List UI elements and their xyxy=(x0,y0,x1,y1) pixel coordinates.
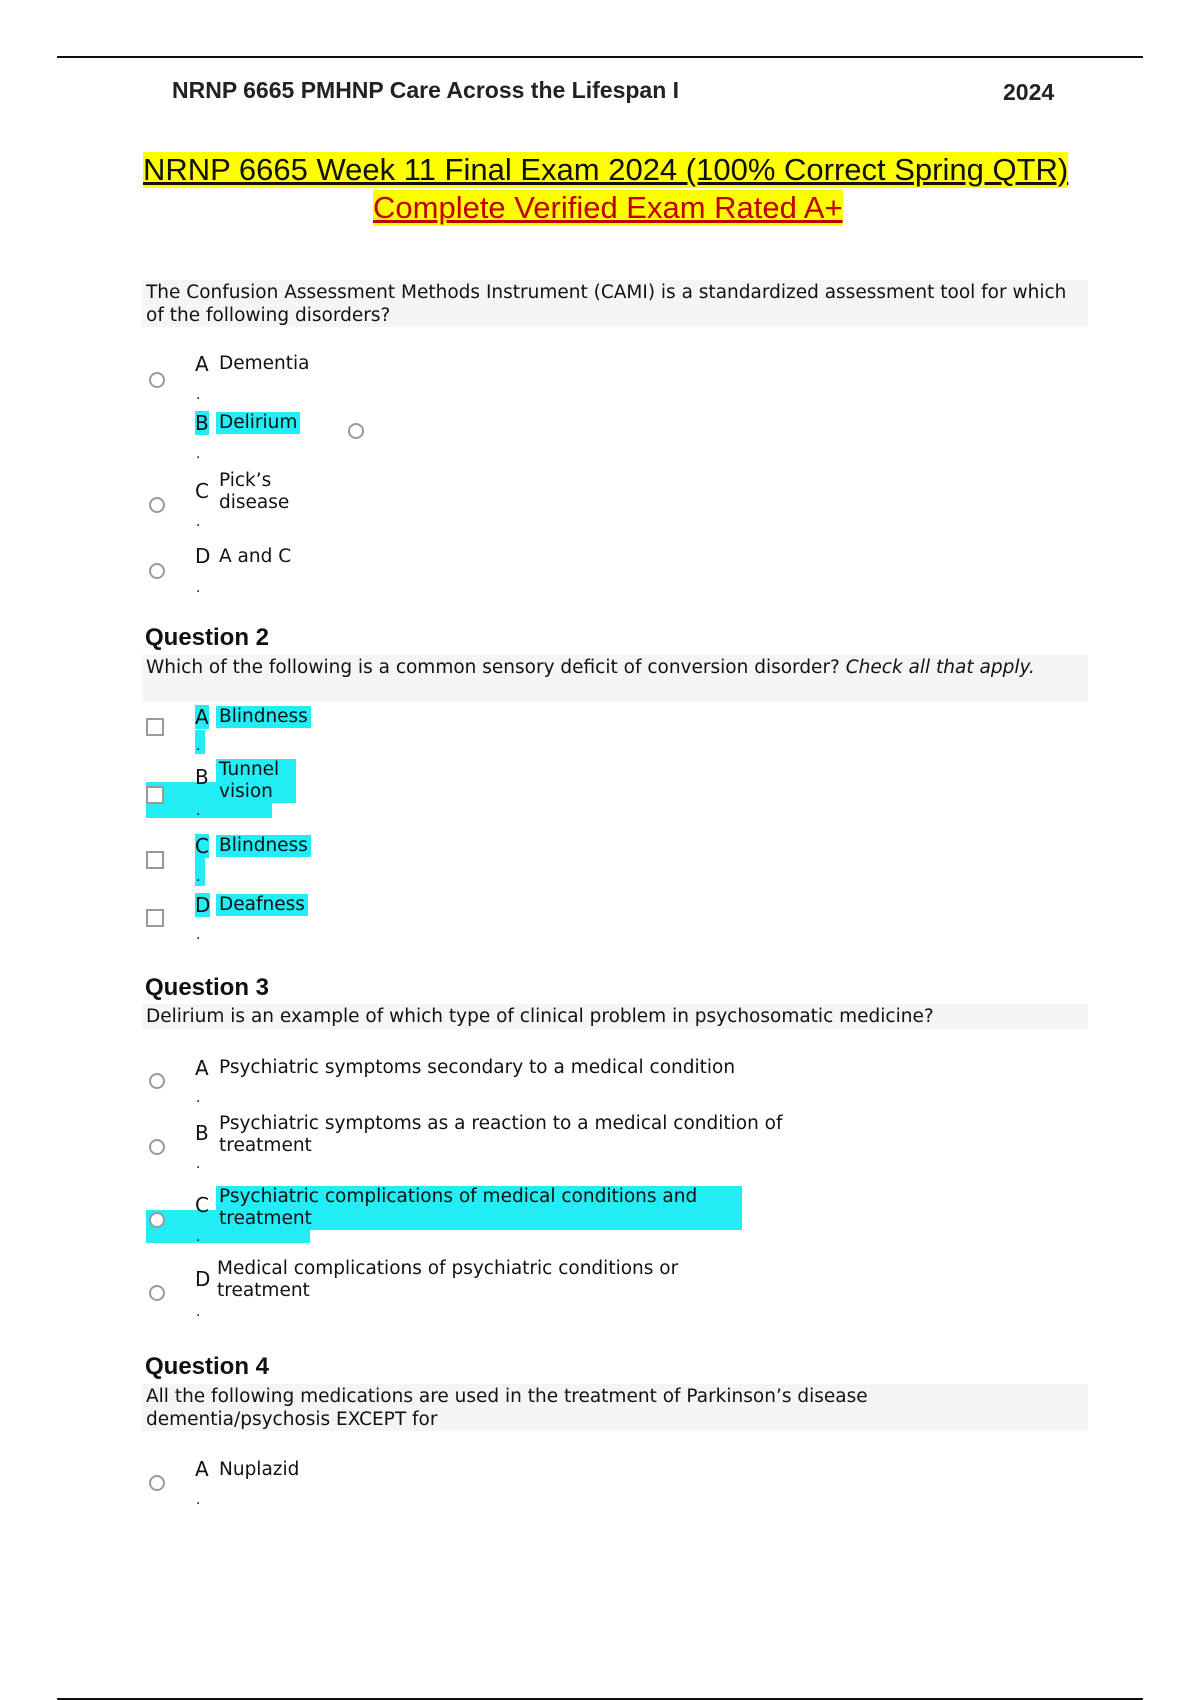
header-year: 2024 xyxy=(1003,79,1055,105)
question-4-heading: Question 4 xyxy=(145,1353,270,1380)
question-4-option-a-text: Nuplazid xyxy=(219,1459,300,1480)
question-2-option-c-letter: C xyxy=(195,834,209,858)
option-separator: . xyxy=(196,803,201,819)
question-3-text: Delirium is an example of which type of clinical problem in psychosomatic medicine? xyxy=(142,1004,1088,1029)
option-separator: . xyxy=(196,446,201,462)
document-title: NRNP 6665 Week 11 Final Exam 2024 (100% Correct Spring QTR) xyxy=(143,152,1069,187)
question-1-option-d-text: A and C xyxy=(219,546,292,567)
option-separator: . xyxy=(196,869,201,885)
question-1-option-a-letter: A xyxy=(195,352,209,376)
question-3-option-b-text: Psychiatric symptoms as a reaction to a medical condition of treatment xyxy=(219,1113,783,1156)
question-3-option-d-letter: D xyxy=(195,1267,211,1291)
option-separator: . xyxy=(196,1492,201,1508)
option-separator: . xyxy=(196,738,201,754)
question-3-option-a-text: Psychiatric symptoms secondary to a medical condition xyxy=(219,1057,736,1078)
question-3-option-a-radio[interactable] xyxy=(149,1073,165,1089)
question-4-option-a-letter: A xyxy=(195,1457,209,1481)
question-2-option-c-text: Blindness xyxy=(216,835,311,857)
question-2-instruction: Check all that apply. xyxy=(845,657,1035,678)
question-2-option-b-checkbox[interactable] xyxy=(146,786,164,804)
document-subtitle: Complete Verified Exam Rated A+ xyxy=(373,190,843,225)
top-rule xyxy=(57,56,1143,58)
question-2-option-b-letter: B xyxy=(195,765,209,789)
question-1-option-a-radio[interactable] xyxy=(149,372,165,388)
question-2-option-a-checkbox[interactable] xyxy=(146,718,164,736)
option-separator: . xyxy=(196,387,201,403)
question-1-option-d-radio[interactable] xyxy=(149,563,165,579)
question-2-option-a-letter: A xyxy=(195,705,209,729)
question-1-option-b-text: Delirium xyxy=(216,412,300,434)
course-header: NRNP 6665 PMHNP Care Across the Lifespan I xyxy=(172,77,680,103)
option-separator: . xyxy=(196,1156,201,1172)
option-separator: . xyxy=(196,1090,201,1106)
question-1-option-b-radio[interactable] xyxy=(348,423,364,439)
question-2-option-d-letter: D xyxy=(195,893,211,917)
question-3-option-c-letter: C xyxy=(195,1193,209,1217)
question-1-option-c-letter: C xyxy=(195,479,209,503)
option-separator: . xyxy=(196,1229,201,1245)
question-2-option-a-text: Blindness xyxy=(216,706,311,728)
question-3-option-b-letter: B xyxy=(195,1121,209,1145)
question-3-option-b-radio[interactable] xyxy=(149,1139,165,1155)
question-2-heading: Question 2 xyxy=(145,624,270,651)
question-3-option-c-radio[interactable] xyxy=(149,1212,165,1228)
question-1-option-d-letter: D xyxy=(195,544,211,568)
question-3-option-c-text: Psychiatric complications of medical conditions and treatment xyxy=(216,1186,742,1230)
question-2-text xyxy=(142,655,1088,702)
question-4-option-a-radio[interactable] xyxy=(149,1475,165,1491)
question-2-option-b-text: Tunnel vision xyxy=(216,759,296,803)
question-2-option-c-checkbox[interactable] xyxy=(146,851,164,869)
option-separator: . xyxy=(196,1304,201,1320)
question-2-option-d-checkbox[interactable] xyxy=(146,909,164,927)
question-2-option-d-text: Deafness xyxy=(216,894,308,916)
question-1-option-b-letter: B xyxy=(195,411,209,435)
question-3-option-d-text: Medical complications of psychiatric conditions or treatment xyxy=(217,1258,679,1301)
question-3-option-d-radio[interactable] xyxy=(149,1285,165,1301)
question-1-text: The Confusion Assessment Methods Instrument (CAMI) is a standardized assessment tool for which of the following disorders? xyxy=(142,280,1088,327)
option-separator: . xyxy=(196,580,201,596)
question-1-option-c-text: Pick’s disease xyxy=(219,470,290,513)
question-2-prompt: Which of the following is a common sensory deficit of conversion disorder? xyxy=(146,657,840,678)
question-1-option-c-radio[interactable] xyxy=(149,497,165,513)
question-4-text: All the following medications are used in the treatment of Parkinson’s disease dementia/psychosis EXCEPT for xyxy=(142,1384,1088,1431)
question-1-option-a-text: Dementia xyxy=(219,353,310,374)
option-separator: . xyxy=(196,514,201,530)
question-3-heading: Question 3 xyxy=(145,974,270,1001)
option-separator: . xyxy=(196,927,201,943)
question-3-option-a-letter: A xyxy=(195,1056,209,1080)
